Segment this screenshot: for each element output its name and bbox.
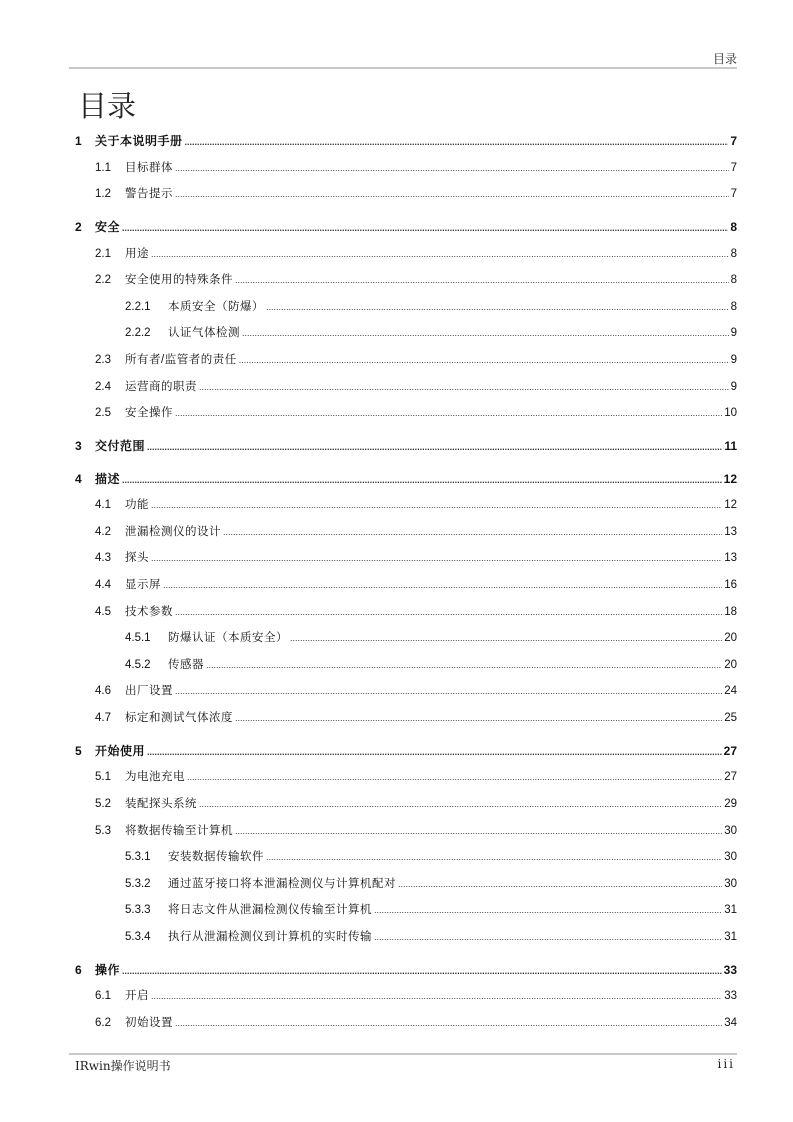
table-of-contents xyxy=(75,128,737,1037)
toc-entry-number: 4.4 xyxy=(95,579,111,592)
toc-entry[interactable] xyxy=(75,705,737,732)
toc-entry-page: 27 xyxy=(723,743,737,758)
toc-leader-dots xyxy=(235,705,722,732)
toc-entry-page: 9 xyxy=(730,380,737,393)
toc-entry-number: 2.1 xyxy=(95,247,111,260)
running-header: 目录 xyxy=(712,52,737,66)
toc-leader-dots xyxy=(290,625,722,652)
toc-leader-dots xyxy=(235,267,729,294)
toc-entry-title: 操作 xyxy=(95,962,121,977)
toc-entry[interactable] xyxy=(75,678,737,705)
toc-entry-page: 30 xyxy=(724,824,737,837)
toc-entry[interactable] xyxy=(75,294,737,321)
toc-leader-dots xyxy=(199,374,729,401)
toc-entry-title: 技术参数 xyxy=(125,605,173,618)
toc-entry[interactable] xyxy=(75,492,737,519)
toc-leader-dots xyxy=(266,294,729,321)
toc-entry-page: 31 xyxy=(724,930,737,943)
toc-entry-title: 为电池充电 xyxy=(125,771,185,784)
toc-entry-number: 3 xyxy=(75,438,82,453)
toc-entry-number: 5 xyxy=(75,743,82,758)
toc-leader-dots xyxy=(175,678,722,705)
toc-entry-page: 33 xyxy=(724,990,737,1003)
toc-entry-page: 18 xyxy=(724,605,737,618)
toc-entry[interactable] xyxy=(75,983,737,1010)
toc-entry[interactable] xyxy=(75,400,737,427)
toc-entry-number: 2.2.2 xyxy=(125,327,151,340)
toc-entry-number: 5.3.2 xyxy=(125,877,151,890)
toc-entry-page: 8 xyxy=(730,300,737,313)
toc-entry[interactable] xyxy=(75,844,737,871)
toc-entry-title: 安全操作 xyxy=(125,407,173,420)
toc-entry-number: 4.2 xyxy=(95,525,111,538)
toc-entry-page: 8 xyxy=(730,219,737,234)
toc-entry-page: 29 xyxy=(724,798,737,810)
toc-entry[interactable] xyxy=(75,374,737,401)
toc-leader-dots xyxy=(235,818,722,845)
toc-entry-title: 传感器 xyxy=(168,658,204,671)
toc-entry-page: 20 xyxy=(724,658,737,671)
toc-entry[interactable] xyxy=(75,957,737,984)
toc-entry[interactable] xyxy=(75,466,737,493)
toc-entry-number: 6.2 xyxy=(95,1016,111,1029)
toc-entry-number: 6.1 xyxy=(95,990,111,1003)
toc-leader-dots xyxy=(147,739,722,766)
toc-entry-title: 交付范围 xyxy=(95,438,146,453)
toc-entry-number: 2 xyxy=(75,219,82,234)
footer-page-number: iii xyxy=(717,1057,735,1071)
toc-entry-page: 8 xyxy=(730,274,737,287)
toc-entry-title: 安全 xyxy=(95,219,121,234)
toc-leader-dots xyxy=(147,434,722,461)
toc-entry[interactable] xyxy=(75,1010,737,1037)
toc-leader-dots xyxy=(239,347,729,374)
toc-entry[interactable] xyxy=(75,818,737,845)
toc-entry-number: 1.2 xyxy=(95,188,111,201)
toc-entry-number: 1 xyxy=(75,134,82,148)
toc-entry-number: 2.3 xyxy=(95,353,111,366)
toc-entry-page: 7 xyxy=(730,188,737,201)
toc-entry-number: 4.7 xyxy=(95,712,111,725)
toc-entry-page: 9 xyxy=(730,327,737,340)
toc-leader-dots xyxy=(175,181,729,208)
toc-entry-title: 防爆认证（本质安全） xyxy=(168,632,288,645)
toc-entry-title: 开启 xyxy=(125,990,149,1003)
toc-entry[interactable] xyxy=(75,738,737,765)
toc-entry[interactable] xyxy=(75,924,737,951)
toc-entry-title: 所有者/监管者的责任 xyxy=(125,353,237,366)
toc-leader-dots xyxy=(151,241,729,268)
toc-leader-dots xyxy=(266,844,722,871)
toc-entry-title: 标定和测试气体浓度 xyxy=(125,712,233,725)
toc-entry-page: 20 xyxy=(724,632,737,645)
toc-entry-number: 5.3.1 xyxy=(125,851,151,864)
toc-entry-page: 7 xyxy=(730,134,737,148)
toc-entry[interactable] xyxy=(75,155,737,182)
toc-entry-page: 33 xyxy=(723,962,737,977)
toc-leader-dots xyxy=(163,572,722,599)
toc-entry[interactable] xyxy=(75,652,737,679)
toc-entry-number: 5.2 xyxy=(95,798,111,810)
toc-entry-page: 7 xyxy=(730,161,737,174)
toc-entry[interactable] xyxy=(75,267,737,294)
toc-entry-number: 4.5.1 xyxy=(125,632,151,645)
toc-entry-number: 5.1 xyxy=(95,771,111,784)
toc-entry-title: 认证气体检测 xyxy=(168,327,240,340)
toc-entry-number: 4 xyxy=(75,471,82,486)
toc-entry-page: 10 xyxy=(724,407,737,420)
toc-leader-dots xyxy=(175,599,722,626)
header-divider xyxy=(69,67,737,69)
footer-document-title: IRwin操作说明书 xyxy=(75,1059,171,1073)
toc-entry-title: 执行从泄漏检测仪到计算机的实时传输 xyxy=(168,930,372,943)
toc-entry-page: 11 xyxy=(724,438,737,453)
toc-entry[interactable] xyxy=(75,519,737,546)
toc-entry-title: 显示屏 xyxy=(125,579,161,592)
toc-entry-title: 关于本说明手册 xyxy=(95,134,183,148)
toc-entry[interactable] xyxy=(75,214,737,241)
toc-entry[interactable] xyxy=(75,433,737,460)
toc-entry-title: 通过蓝牙接口将本泄漏检测仪与计算机配对 xyxy=(168,877,396,890)
toc-entry[interactable] xyxy=(75,128,737,155)
toc-entry-title: 将日志文件从泄漏检测仪传输至计算机 xyxy=(168,904,372,917)
toc-entry-page: 30 xyxy=(724,877,737,890)
toc-leader-dots xyxy=(151,492,722,519)
footer-divider xyxy=(69,1053,737,1055)
toc-entry-page: 8 xyxy=(730,247,737,260)
toc-entry-title: 警告提示 xyxy=(125,188,173,201)
toc-entry-number: 2.2.1 xyxy=(125,300,151,313)
toc-entry-page: 24 xyxy=(724,685,737,698)
toc-entry-number: 4.1 xyxy=(95,499,111,512)
toc-entry-page: 27 xyxy=(724,771,737,784)
toc-entry-title: 初始设置 xyxy=(125,1016,173,1029)
toc-leader-dots xyxy=(398,871,722,898)
toc-entry-title: 安装数据传输软件 xyxy=(168,851,264,864)
toc-entry[interactable] xyxy=(75,791,737,818)
toc-entry[interactable] xyxy=(75,764,737,791)
toc-entry[interactable] xyxy=(75,241,737,268)
toc-entry-page: 25 xyxy=(724,712,737,725)
toc-entry-page: 16 xyxy=(724,579,737,592)
toc-entry-page: 12 xyxy=(724,499,737,512)
toc-entry-number: 6 xyxy=(75,962,82,977)
toc-entry[interactable] xyxy=(75,572,737,599)
toc-entry-title: 泄漏检测仪的设计 xyxy=(125,525,221,538)
toc-leader-dots xyxy=(185,129,729,156)
toc-leader-dots xyxy=(223,519,722,546)
toc-leader-dots xyxy=(374,924,722,951)
toc-entry-title: 安全使用的特殊条件 xyxy=(125,274,233,287)
toc-entry-page: 9 xyxy=(730,353,737,366)
toc-entry-number: 2.2 xyxy=(95,274,111,287)
toc-entry-title: 功能 xyxy=(125,499,149,512)
toc-entry-title: 本质安全（防爆） xyxy=(168,300,264,313)
toc-entry-number: 4.5.2 xyxy=(125,658,151,671)
toc-entry-number: 2.5 xyxy=(95,407,111,420)
toc-entry-title: 目标群体 xyxy=(125,161,173,174)
toc-entry-title: 运营商的职责 xyxy=(125,380,197,393)
toc-leader-dots xyxy=(187,764,722,791)
toc-entry-title: 出厂设置 xyxy=(125,685,173,698)
toc-leader-dots xyxy=(122,215,728,242)
toc-entry-title: 装配探头系统 xyxy=(125,798,197,810)
toc-leader-dots xyxy=(122,467,722,494)
toc-entry-page: 12 xyxy=(723,471,737,486)
toc-entry-title: 开始使用 xyxy=(95,743,146,758)
toc-entry-number: 2.4 xyxy=(95,380,111,393)
toc-entry-page: 31 xyxy=(724,904,737,917)
toc-entry-number: 4.6 xyxy=(95,685,111,698)
toc-entry[interactable] xyxy=(75,320,737,347)
toc-leader-dots xyxy=(175,155,729,182)
toc-entry-page: 34 xyxy=(724,1016,737,1029)
toc-leader-dots xyxy=(206,652,722,679)
toc-leader-dots xyxy=(175,400,722,427)
toc-leader-dots xyxy=(374,897,722,924)
toc-leader-dots xyxy=(175,1010,722,1037)
toc-entry-title: 探头 xyxy=(125,552,149,565)
toc-entry-page: 13 xyxy=(724,525,737,538)
toc-entry-number: 4.5 xyxy=(95,605,111,618)
toc-entry-number: 5.3.4 xyxy=(125,930,151,943)
toc-entry[interactable] xyxy=(75,897,737,924)
toc-leader-dots xyxy=(199,791,722,818)
toc-entry-number: 4.3 xyxy=(95,552,111,565)
toc-entry-title: 将数据传输至计算机 xyxy=(125,824,233,837)
toc-entry-title: 用途 xyxy=(125,247,149,260)
toc-entry[interactable] xyxy=(75,545,737,572)
toc-entry[interactable] xyxy=(75,625,737,652)
toc-leader-dots xyxy=(242,320,729,347)
toc-entry-title: 描述 xyxy=(95,471,121,486)
toc-entry[interactable] xyxy=(75,871,737,898)
toc-entry-number: 5.3.3 xyxy=(125,904,151,917)
toc-entry[interactable] xyxy=(75,347,737,374)
toc-leader-dots xyxy=(122,958,722,985)
toc-entry[interactable] xyxy=(75,181,737,208)
toc-entry[interactable] xyxy=(75,599,737,626)
page-title: 目录 xyxy=(78,89,137,123)
toc-entry-number: 5.3 xyxy=(95,824,111,837)
toc-entry-page: 13 xyxy=(724,552,737,565)
toc-entry-number: 1.1 xyxy=(95,161,111,174)
toc-leader-dots xyxy=(151,983,722,1010)
toc-entry-page: 30 xyxy=(724,851,737,864)
toc-leader-dots xyxy=(151,545,722,572)
